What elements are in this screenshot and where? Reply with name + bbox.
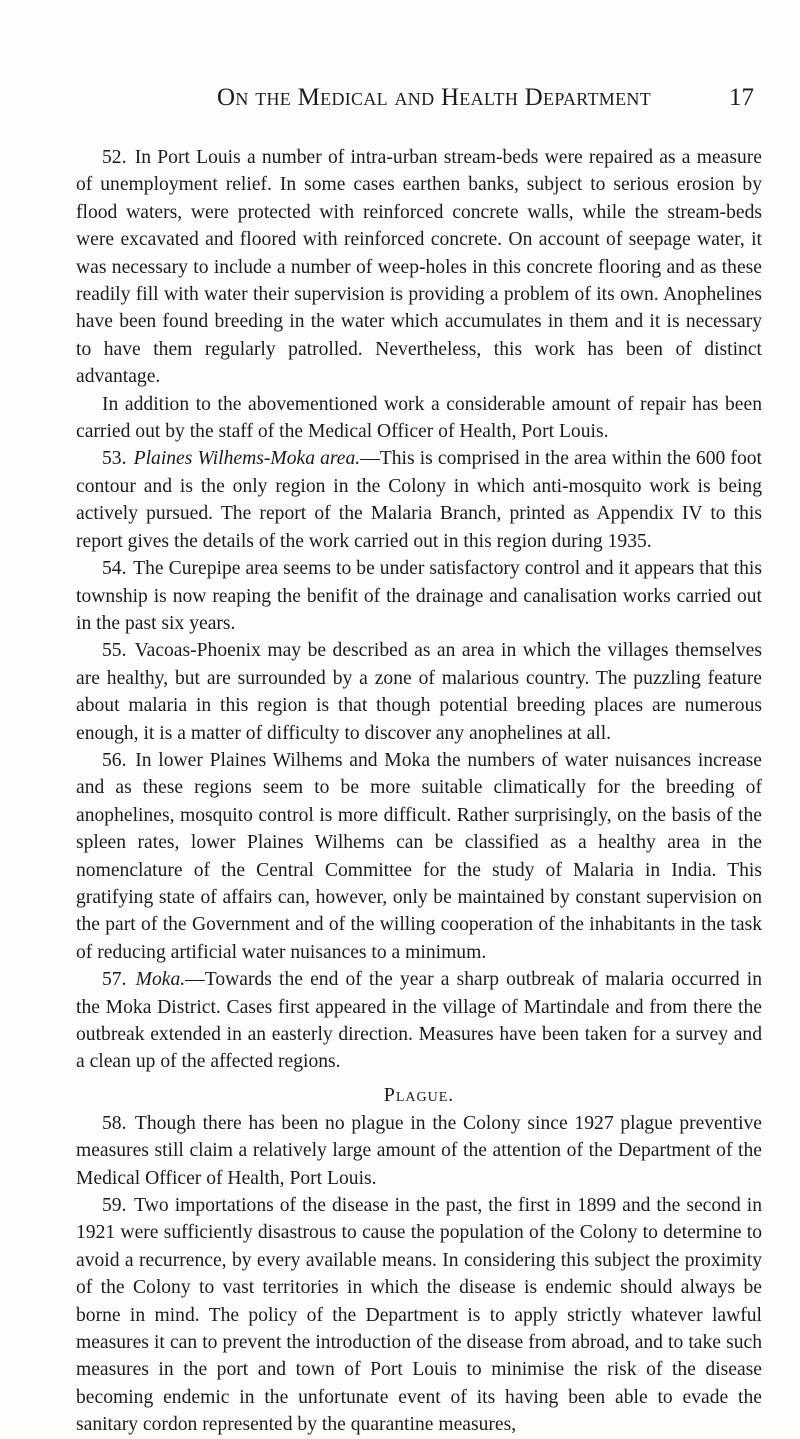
paragraph-text: Vacoas-Phoenix may be described as an area in which the villages themselves are healthy, but are surrounded by a zone of malarious country. The puzzling feature about malaria in this region is that though potential breeding places are numerous enough, it is a matter of difficulty to discover any anophelines at all. (76, 640, 763, 744)
paragraph-number: 59. (102, 1195, 127, 1217)
paragraph-52-continued (76, 391, 762, 446)
running-head (76, 84, 762, 110)
paragraph-53 (76, 445, 762, 555)
paragraph-number: 53. (102, 448, 127, 470)
paragraph-57 (76, 966, 762, 1076)
running-title: On the Medical and Health Department (216, 84, 651, 111)
paragraph-55 (76, 637, 762, 747)
paragraph-number: 56. (102, 749, 127, 771)
paragraph-number: 55. (102, 640, 127, 662)
paragraph-text: The Curepipe area seems to be under satisfactory control and it appears that this township is now reaping the benifit of the drainage and canalisation works carried out in the past six years. (76, 558, 763, 634)
paragraph-58 (76, 1110, 762, 1192)
section-heading-plague: Plague. (383, 1083, 455, 1106)
paragraph-text: In lower Plaines Wilhems and Moka the numbers of water nuisances increase and as these regions seem to be more suitable climatically for the breeding of anophelines, mosquito control is more difficult. Rather surprisingly, on the basis of the spleen rates, lower Plaines Wilhems can be classified as a healthy area in the nomenclature of the Central Committee for the study of Malaria in India. This gratifying state of affairs can, however, only be maintained by constant supervision on the part of the Government and of the willing cooperation of the inhabitants in the task of reducing artificial water nuisances to a minimum. (76, 749, 762, 963)
paragraph-subheading: Plaines Wilhems-Moka area. (133, 448, 361, 470)
paragraph-text: In Port Louis a number of intra-urban stream-beds were repaired as a measure of unemployment relief. In some cases earthen banks, subject to serious erosion by flood waters, were protected with reinforced concrete walls, while the stream-beds were excavated and floored with reinforced concrete. On account of seepage water, it was necessary to include a number of weep-holes in this concrete flooring and as these readily fill with water their supervision is providing a problem of its own. Anophelines have been found breeding in the water which accumulates in them and it is necessary to have them regularly patrolled. Nevertheless, this work has been of distinct advantage. (76, 147, 762, 388)
paragraph-text: —This is comprised in the area within the 600 foot contour and is the only region in the Colony in which anti-mosquito work is being actively pursued. The report of the Malaria Branch, printed as Appendix IV to this report gives the details of the work carried out in this region during 1935. (76, 448, 762, 552)
paragraph-54 (76, 555, 762, 637)
paragraph-number: 52. (102, 147, 127, 168)
page-number: 17 (729, 84, 754, 111)
paragraph-text: Though there has been no plague in the Colony since 1927 plague preventive measures still claim a relatively large amount of the attention of the Department of the Medical Officer of Health, Port Louis. (76, 1112, 763, 1189)
paragraph-52 (76, 144, 762, 391)
paragraph-text: —Towards the end of the year a sharp outbreak of malaria occurred in the Moka District. Cases first appeared in the village of Martindale and from there the outbreak extended in an easterly direction. Measures have been taken for a survey and a clean up of the affected regions. (76, 969, 762, 1073)
paragraph-number: 57. (102, 969, 127, 991)
paragraph-59 (76, 1192, 762, 1439)
paragraph-number: 58. (102, 1112, 127, 1134)
paragraph-number: 54. (102, 558, 127, 580)
paragraph-text: In addition to the abovementioned work a considerable amount of repair has been carried out by the staff of the Medical Officer of Health, Port Louis. (76, 393, 762, 443)
paragraph-56 (76, 747, 762, 966)
paragraph-subheading: Moka. (135, 969, 186, 991)
paragraph-text: Two importations of the disease in the past, the first in 1899 and the second in 1921 were sufficiently disastrous to cause the population of the Colony to determine to avoid a recurrence, by every available means. In considering this subject the proximity of the Colony to vast territories in which the disease is endemic should always be borne in mind. The policy of the Department is to apply strictly whatever lawful measures it can to prevent the introduction of the disease from abroad, and to take such measures in the port and town of Port Louis to minimise the risk of the disease becoming endemic in the unfortunate event of its having been able to evade the sanitary cordon represented by the quarantine measures, (76, 1195, 763, 1436)
